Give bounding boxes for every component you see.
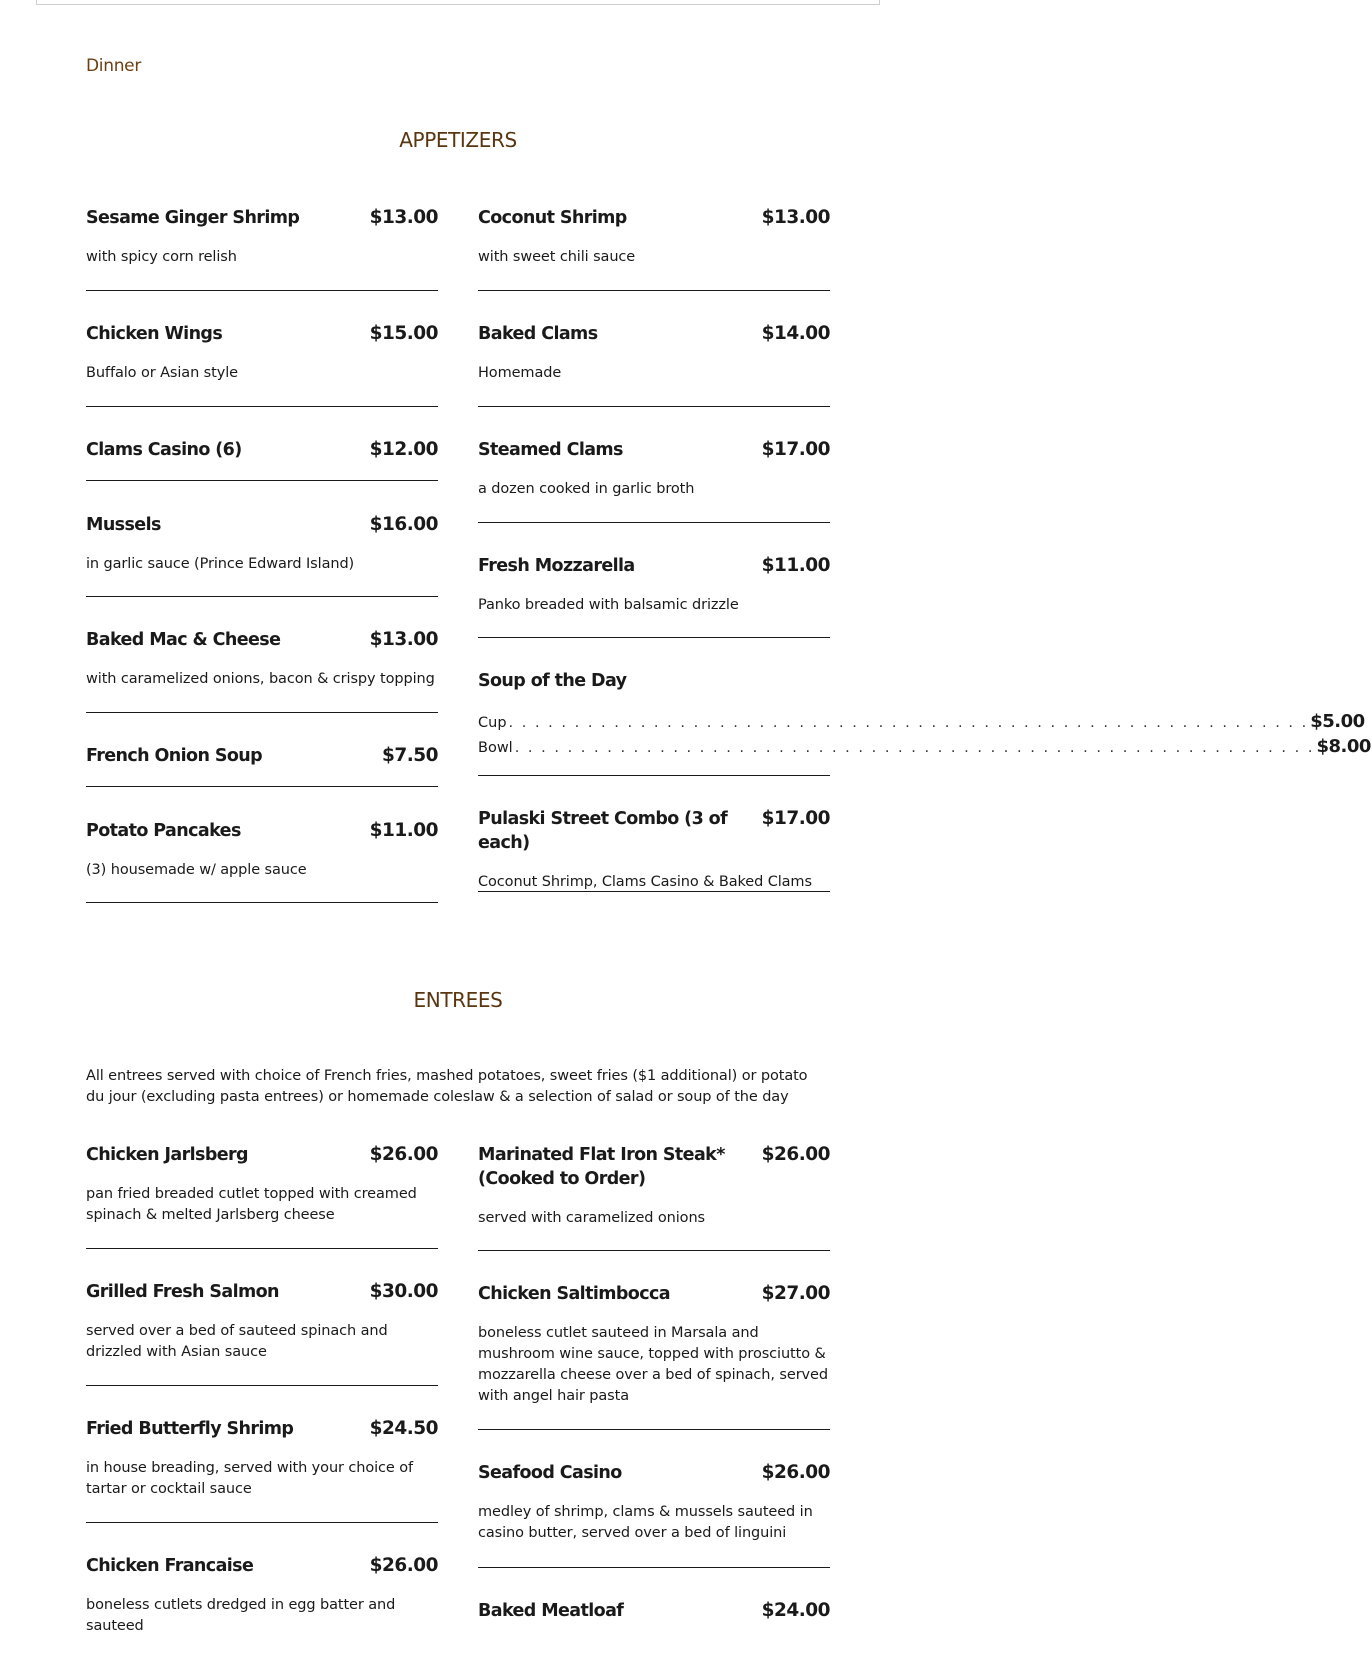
item-price: $24.00 bbox=[761, 1600, 830, 1621]
menu-item bbox=[86, 513, 438, 597]
leader-dots bbox=[509, 712, 1309, 735]
item-price: $15.00 bbox=[369, 323, 438, 344]
appetizers-heading: APPETIZERS bbox=[399, 128, 517, 152]
menu-item bbox=[86, 1280, 438, 1386]
top-frame bbox=[36, 0, 880, 5]
item-name: Soup of the Day bbox=[478, 671, 627, 691]
menu-item bbox=[86, 1554, 438, 1660]
appetizers-left-column bbox=[86, 206, 438, 903]
item-name: Chicken Wings bbox=[86, 324, 223, 344]
entrees-note: All entrees served with choice of French fries, mashed potatoes, sweet fries ($1 additional) or potato du jour (excluding pasta entrees) or homemade coleslaw & a selection of salad or soup of the day bbox=[86, 1068, 808, 1105]
appetizers-right-column bbox=[478, 206, 1371, 892]
item-price: $26.00 bbox=[761, 1144, 830, 1165]
item-price: $13.00 bbox=[761, 207, 830, 228]
menu-item bbox=[86, 322, 438, 407]
menu-item bbox=[478, 1143, 830, 1251]
item-description: Panko breaded with balsamic drizzle bbox=[478, 597, 739, 613]
item-description: Coconut Shrimp, Clams Casino & Baked Clams bbox=[478, 874, 812, 890]
item-description: Buffalo or Asian style bbox=[86, 365, 238, 381]
item-description: a dozen cooked in garlic broth bbox=[478, 481, 695, 497]
item-description: in garlic sauce (Prince Edward Island) bbox=[86, 556, 355, 572]
size-row-bowl bbox=[478, 735, 1371, 760]
item-description: boneless cutlet sauteed in Marsala and mushroom wine sauce, topped with prosciutto & mozzarella cheese over a bed of spinach, served with angel hair pasta bbox=[478, 1325, 828, 1404]
item-price: $13.00 bbox=[369, 207, 438, 228]
item-description: (3) housemade w/ apple sauce bbox=[86, 862, 307, 878]
item-price: $26.00 bbox=[761, 1462, 830, 1483]
item-name: Baked Mac & Cheese bbox=[86, 630, 281, 650]
menu-item bbox=[86, 1143, 438, 1249]
item-description: in house breading, served with your choice of tartar or cocktail sauce bbox=[86, 1460, 414, 1497]
item-description: served with caramelized onions bbox=[478, 1210, 705, 1226]
item-description: medley of shrimp, clams & mussels sauteed in casino butter, served over a bed of linguini bbox=[478, 1504, 813, 1541]
item-description: Homemade bbox=[478, 365, 562, 381]
item-name: Chicken Saltimbocca bbox=[478, 1284, 670, 1304]
item-price: $26.00 bbox=[369, 1555, 438, 1576]
item-name: Clams Casino (6) bbox=[86, 440, 242, 460]
menu-item bbox=[86, 819, 438, 903]
item-description: with caramelized onions, bacon & crispy topping bbox=[86, 671, 435, 687]
menu-item bbox=[86, 1417, 438, 1523]
item-name: Steamed Clams bbox=[478, 440, 623, 460]
menu-item bbox=[478, 807, 830, 892]
item-name: Mussels bbox=[86, 515, 161, 535]
size-label: Cup bbox=[478, 715, 507, 731]
menu-item bbox=[478, 669, 1371, 776]
size-row-cup bbox=[478, 710, 1365, 735]
item-price: $11.00 bbox=[369, 820, 438, 841]
menu-item bbox=[478, 1599, 830, 1639]
leader-dots bbox=[515, 737, 1315, 760]
menu-item bbox=[478, 1282, 830, 1430]
item-name: Fresh Mozzarella bbox=[478, 556, 635, 576]
item-description: with sweet chili sauce bbox=[478, 249, 636, 265]
item-price: $16.00 bbox=[369, 514, 438, 535]
item-name: Seafood Casino bbox=[478, 1463, 622, 1483]
item-price: $13.00 bbox=[369, 629, 438, 650]
item-price: $12.00 bbox=[369, 439, 438, 460]
item-price: $27.00 bbox=[761, 1283, 830, 1304]
item-name: Marinated Flat Iron Steak* (Cooked to Order) bbox=[478, 1145, 725, 1189]
item-price: $30.00 bbox=[369, 1281, 438, 1302]
item-name: Potato Pancakes bbox=[86, 821, 241, 841]
item-name: Baked Clams bbox=[478, 324, 598, 344]
item-description: boneless cutlets dredged in egg batter and sauteed bbox=[86, 1597, 396, 1634]
menu-item bbox=[478, 206, 830, 291]
menu-title: Dinner bbox=[86, 56, 142, 76]
item-price: $17.00 bbox=[761, 439, 830, 460]
entrees-left-column bbox=[86, 1143, 438, 1660]
size-label: Bowl bbox=[478, 740, 513, 756]
menu-item bbox=[86, 628, 438, 713]
item-name: Baked Meatloaf bbox=[478, 1601, 624, 1621]
item-description: with spicy corn relish bbox=[86, 249, 237, 265]
item-name: Chicken Jarlsberg bbox=[86, 1145, 248, 1165]
size-price: $8.00 bbox=[1316, 736, 1371, 757]
item-name: Fried Butterfly Shrimp bbox=[86, 1419, 294, 1439]
menu-item bbox=[478, 1461, 830, 1568]
item-name: Grilled Fresh Salmon bbox=[86, 1282, 279, 1302]
item-name: Sesame Ginger Shrimp bbox=[86, 208, 300, 228]
menu-item bbox=[478, 554, 830, 638]
item-price: $26.00 bbox=[369, 1144, 438, 1165]
menu-item bbox=[478, 438, 830, 523]
item-price: $11.00 bbox=[761, 555, 830, 576]
item-name: Pulaski Street Combo (3 of each) bbox=[478, 809, 728, 853]
menu-item bbox=[86, 438, 438, 481]
menu-item bbox=[478, 322, 830, 407]
entrees-right-column bbox=[478, 1143, 830, 1639]
menu-item bbox=[86, 744, 438, 787]
item-price: $24.50 bbox=[369, 1418, 438, 1439]
item-description: served over a bed of sauteed spinach and drizzled with Asian sauce bbox=[86, 1323, 388, 1360]
item-price: $14.00 bbox=[761, 323, 830, 344]
item-description: pan fried breaded cutlet topped with creamed spinach & melted Jarlsberg cheese bbox=[86, 1186, 417, 1223]
size-price: $5.00 bbox=[1310, 711, 1365, 732]
item-name: Chicken Francaise bbox=[86, 1556, 254, 1576]
entrees-heading: ENTREES bbox=[413, 988, 503, 1012]
item-price: $7.50 bbox=[381, 745, 438, 766]
item-price: $17.00 bbox=[761, 808, 830, 829]
item-name: Coconut Shrimp bbox=[478, 208, 627, 228]
menu-item bbox=[86, 206, 438, 291]
item-name: French Onion Soup bbox=[86, 746, 263, 766]
